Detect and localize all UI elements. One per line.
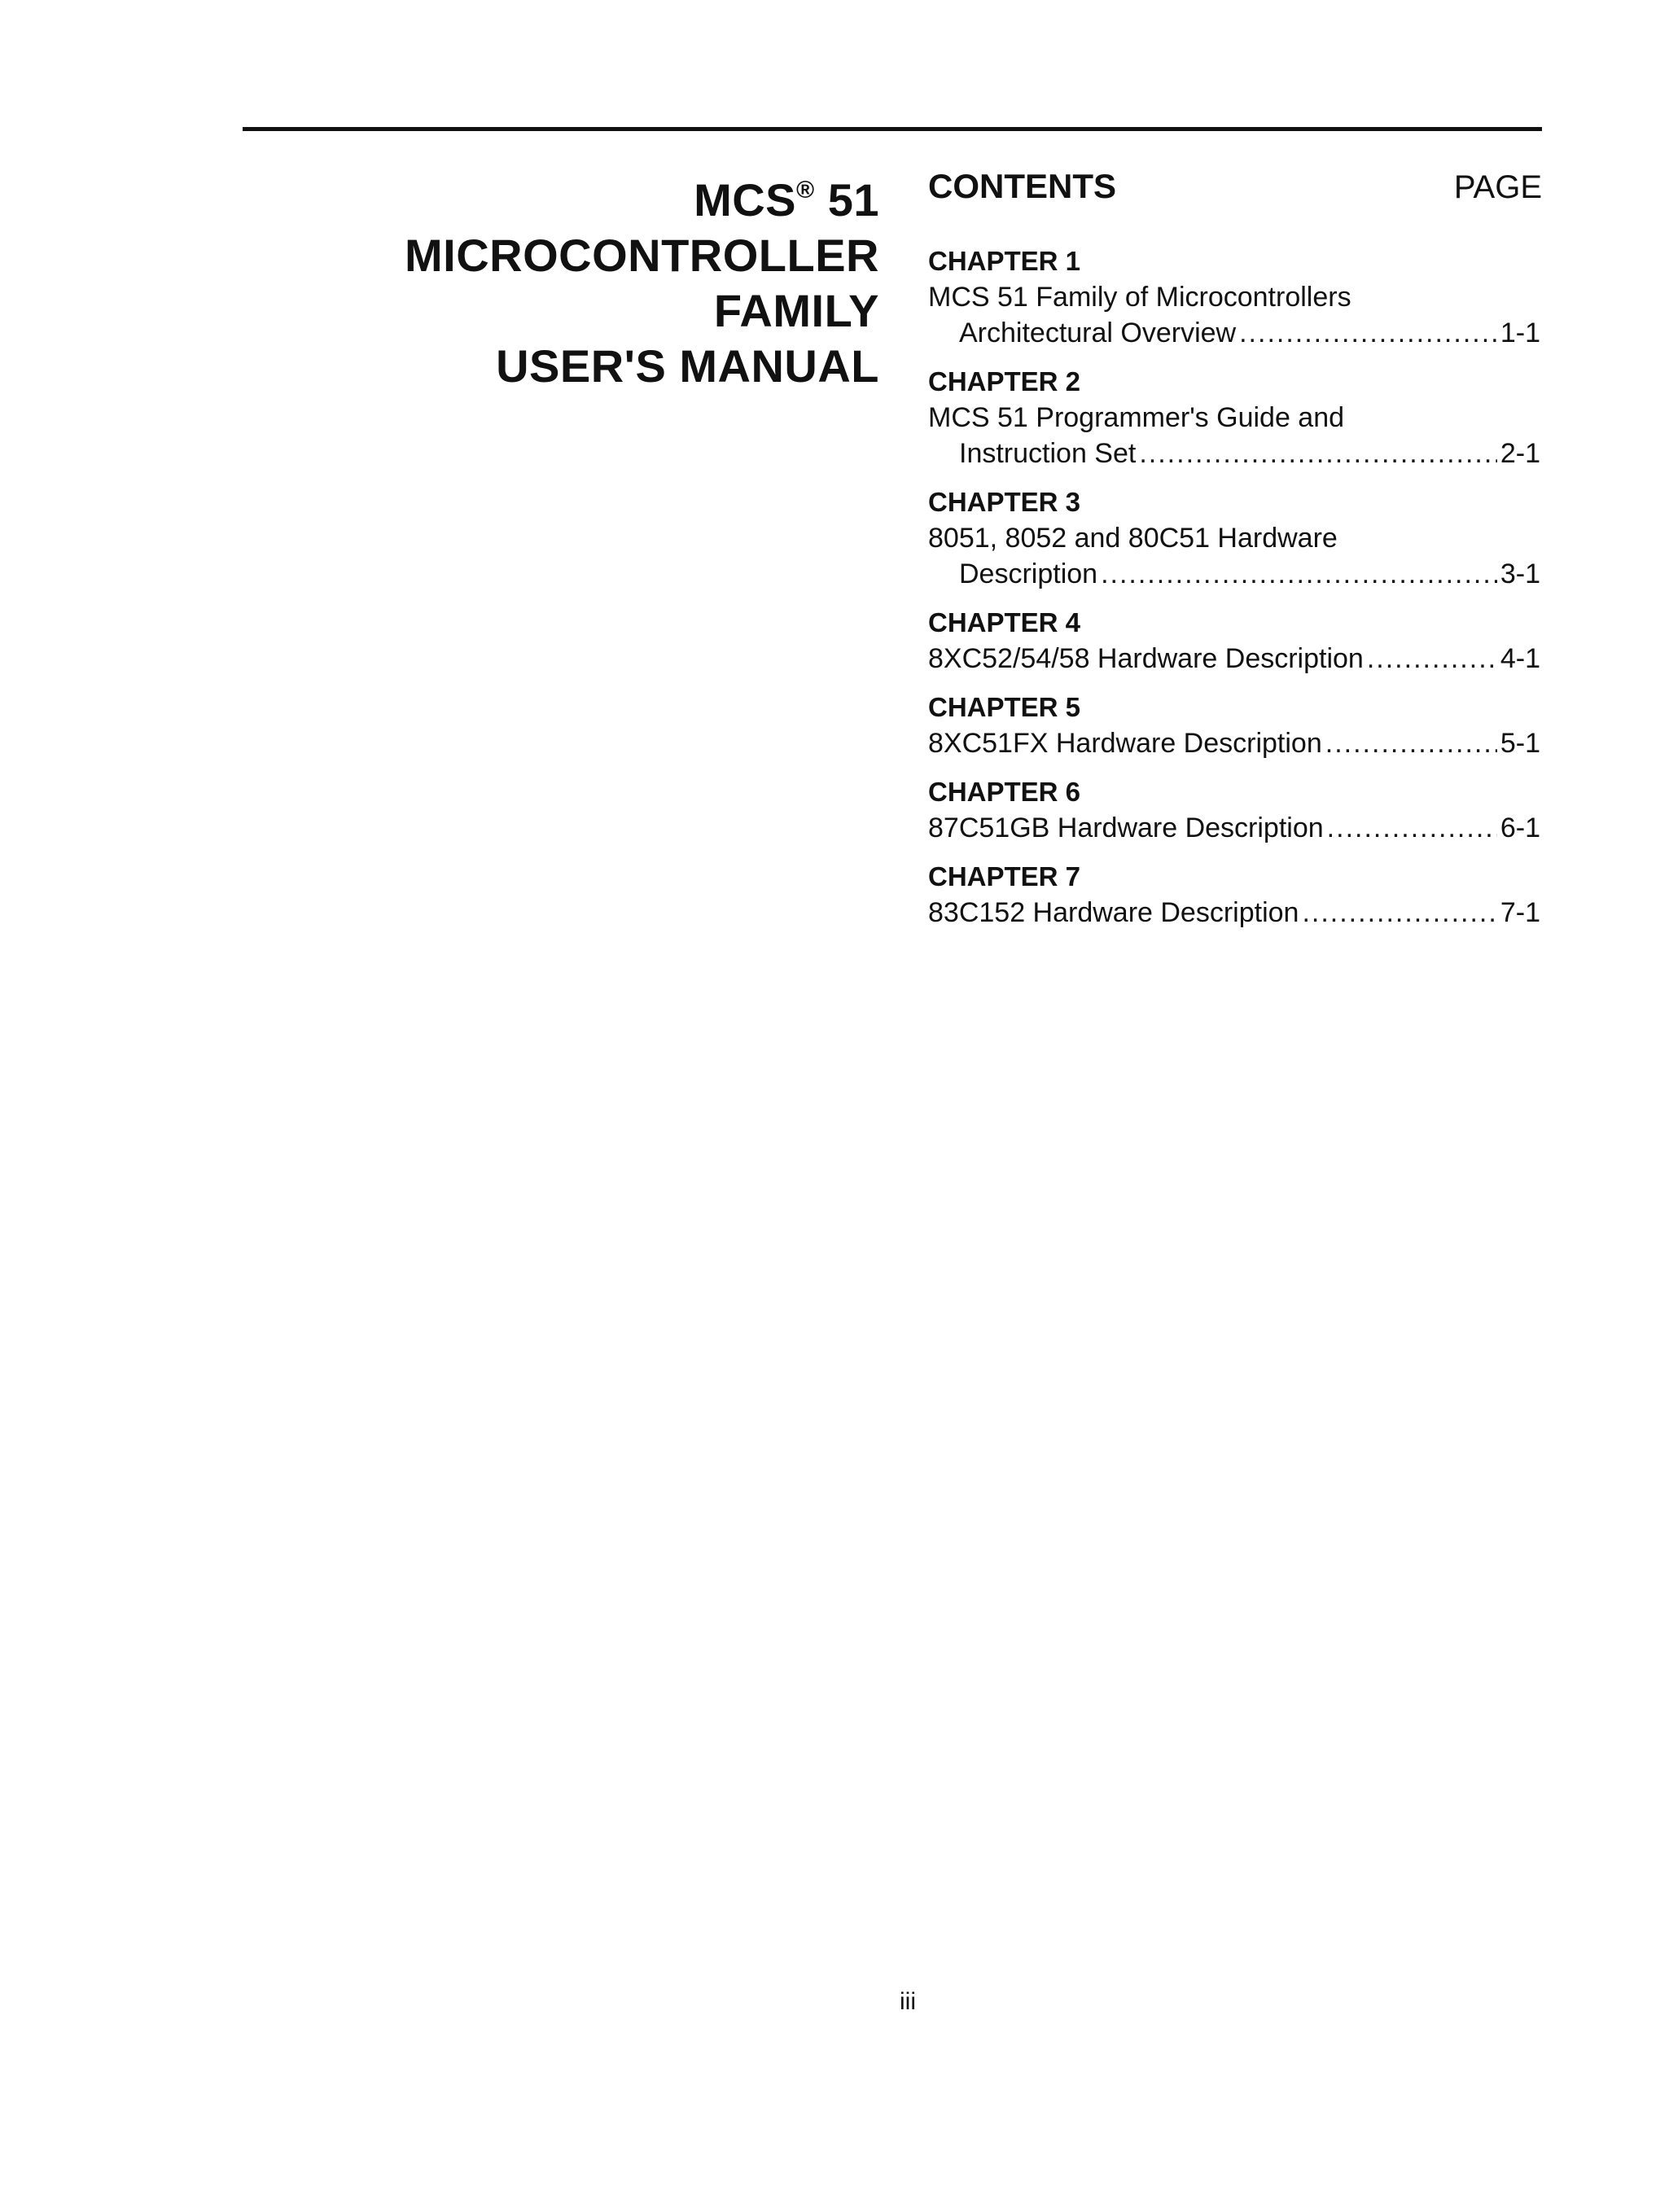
entry-title-line2 (928, 436, 1540, 471)
toc-entry[interactable] (928, 641, 1540, 677)
page-number: 5-1 (1500, 728, 1540, 759)
top-rule (243, 127, 1542, 131)
entry-title-line2 (928, 641, 1540, 677)
chapter-label: CHAPTER 7 (928, 861, 1081, 891)
toc-entry[interactable] (928, 400, 1540, 471)
toc-chapter-3 (928, 484, 1540, 592)
toc-entry[interactable] (928, 895, 1540, 931)
toc-entry[interactable] (928, 810, 1540, 846)
toc-chapter-4 (928, 605, 1540, 677)
title-51: 51 (814, 174, 879, 226)
entry-title-text: 8XC52/54/58 Hardware Description (928, 643, 1364, 674)
entry-title-line1: 8051, 8052 and 80C51 Hardware (928, 523, 1338, 554)
dot-leader (1325, 725, 1497, 761)
entry-title-line2 (928, 810, 1540, 846)
toc-entry[interactable] (928, 725, 1540, 761)
title-mcs: MCS (694, 174, 797, 226)
page-number: 6-1 (1500, 813, 1540, 843)
contents-heading: CONTENTS (928, 167, 1116, 205)
toc-chapter-2 (928, 364, 1540, 471)
title-line-1 (244, 163, 879, 228)
toc-chapter-7 (928, 859, 1540, 931)
registered-mark: ® (796, 177, 815, 204)
entry-title-text: Description (959, 558, 1098, 589)
toc-chapter-1 (928, 243, 1540, 351)
page-number: 2-1 (1500, 438, 1540, 469)
title-line-2: MICROCONTROLLER (404, 230, 879, 281)
page-number: 1-1 (1500, 318, 1540, 348)
table-of-contents (928, 167, 1540, 944)
chapter-label: CHAPTER 6 (928, 777, 1081, 807)
title-line-4: USER'S MANUAL (496, 340, 879, 392)
toc-list (928, 243, 1540, 931)
manual-title (244, 163, 879, 394)
entry-title-text: Instruction Set (959, 438, 1137, 469)
page-number: 4-1 (1500, 643, 1540, 674)
contents-header (928, 167, 1540, 216)
page-folio: iii (900, 1988, 916, 2015)
dot-leader (1367, 641, 1497, 677)
entry-title-line2 (928, 556, 1540, 592)
title-line-3: FAMILY (713, 285, 879, 336)
page-number: 7-1 (1500, 897, 1540, 928)
toc-entry[interactable] (928, 520, 1540, 592)
toc-entry[interactable] (928, 279, 1540, 351)
toc-chapter-6 (928, 774, 1540, 846)
entry-title-line2 (928, 895, 1540, 931)
chapter-label: CHAPTER 2 (928, 366, 1081, 396)
entry-title-line1: MCS 51 Programmer's Guide and (928, 402, 1345, 433)
dot-leader (1239, 315, 1497, 351)
entry-title-text: 8XC51FX Hardware Description (928, 728, 1322, 759)
page-column-heading: PAGE (1453, 169, 1542, 205)
entry-title-text: 83C152 Hardware Description (928, 897, 1299, 928)
dot-leader (1302, 895, 1496, 931)
chapter-label: CHAPTER 4 (928, 607, 1081, 637)
chapter-label: CHAPTER 5 (928, 692, 1081, 722)
entry-title-line1: MCS 51 Family of Microcontrollers (928, 282, 1351, 313)
entry-title-line2 (928, 315, 1540, 351)
chapter-label: CHAPTER 1 (928, 246, 1081, 276)
dot-leader (1327, 810, 1497, 846)
entry-title-line2 (928, 725, 1540, 761)
chapter-label: CHAPTER 3 (928, 487, 1081, 517)
page-number: 3-1 (1500, 558, 1540, 589)
toc-chapter-5 (928, 690, 1540, 761)
dot-leader (1139, 436, 1497, 471)
entry-title-text: Architectural Overview (959, 318, 1237, 348)
dot-leader (1101, 556, 1497, 592)
entry-title-text: 87C51GB Hardware Description (928, 813, 1324, 843)
